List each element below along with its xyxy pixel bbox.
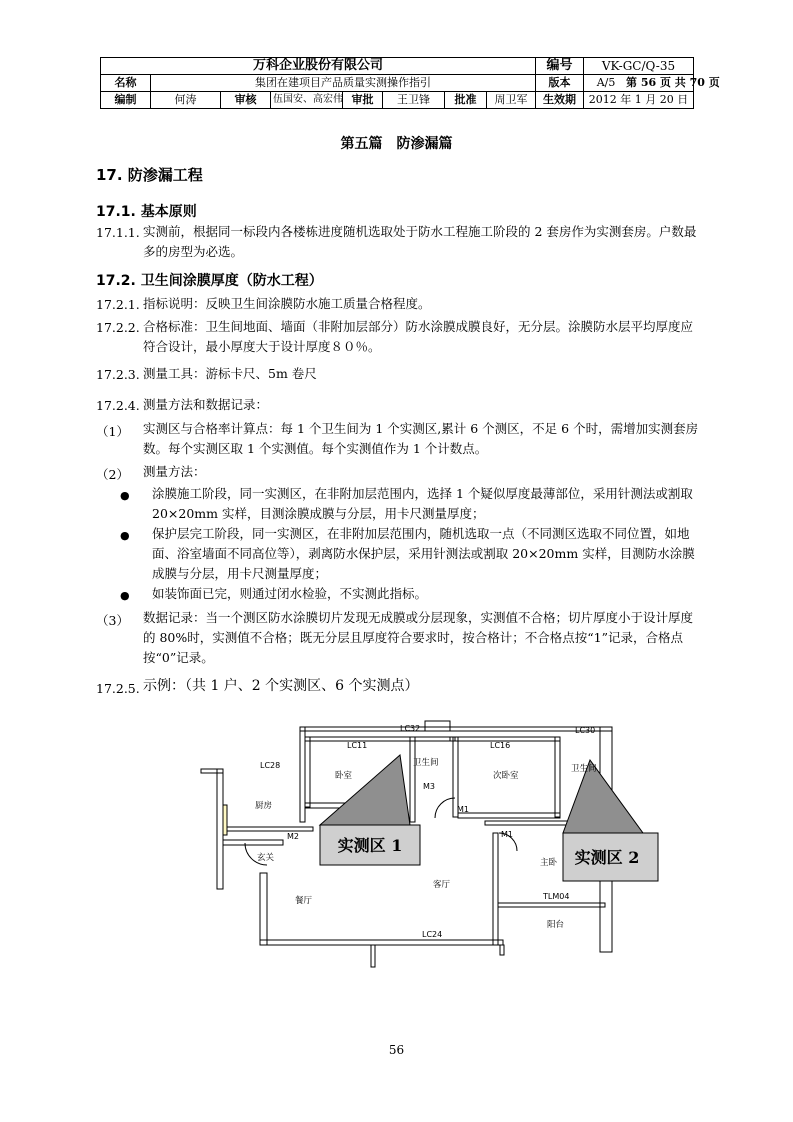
label-tlm04: TLM04 (543, 892, 570, 901)
room-second-bedroom: 次卧室 (493, 771, 519, 781)
bath-left-wall (410, 737, 415, 822)
bottom-stub (500, 945, 504, 955)
code-value: VK-GC/Q-35 (584, 58, 694, 75)
window-lc32 (425, 721, 450, 731)
kitchen-left-wall (217, 769, 223, 889)
approve-label: 批准 (445, 92, 487, 109)
left-upper-wall (300, 727, 305, 822)
clause-17-2-2-number: 17.2.2. (96, 320, 140, 335)
code-label: 编号 (536, 58, 584, 75)
label-m3: M3 (423, 782, 435, 791)
review-label: 审核 (221, 92, 271, 109)
label-lc24: LC24 (422, 930, 443, 939)
kitchen-bottom-wall (223, 840, 283, 845)
item-1-text: 实测区与合格率计算点：每 1 个卫生间为 1 个实测区,累计 6 个测区，不足 6 个时，需增加实测套房数。每个实测区取 1 个实测值。每个实测值作为 1 个计数点。 (143, 421, 699, 456)
section-17-1-heading: 17.1. 基本原则 (96, 204, 197, 220)
clause-17-2-1-text: 指标说明：反映卫生间涂膜防水施工质量合格程度。 (143, 296, 431, 311)
second-bedroom-bottom-wall (458, 813, 560, 818)
check-label: 审批 (343, 92, 383, 109)
room-bathroom-1: 卫生间 (413, 758, 439, 768)
label-lc30: LC30 (575, 726, 596, 735)
balcony-top-wall (498, 903, 605, 907)
editor-label: 编制 (101, 92, 151, 109)
label-lc11: LC11 (347, 741, 368, 750)
clause-17-2-3-number: 17.2.3. (96, 367, 140, 382)
bedroom-top-wall (305, 737, 455, 741)
clause-17-2-1-number: 17.2.1. (96, 297, 140, 312)
clause-17-1-1-number: 17.1.1. (96, 225, 140, 240)
room-kitchen: 厨房 (255, 801, 273, 811)
clause-17-1-1-text: 实测前，根据同一标段内各楼栋进度随机选取处于防水工程施工阶段的 2 套房作为实测套房。户数最多的房型为必选。 (143, 224, 697, 259)
zone-1-pointer (320, 755, 410, 825)
room-bedroom: 卧室 (335, 771, 353, 781)
floor-plan-diagram (195, 715, 640, 970)
dining-left-wall (260, 873, 267, 945)
effective-value: 2012 年 1 月 20 日 (584, 92, 694, 109)
item-2-number: （2） (96, 467, 129, 482)
clause-17-2-4-text: 测量方法和数据记录： (143, 397, 269, 412)
doc-header-table (100, 57, 720, 109)
label-lc28: LC28 (260, 761, 281, 770)
zone-2-label: 实测区 2 (574, 848, 640, 867)
version-and-page (584, 75, 720, 92)
top-wall (300, 727, 612, 731)
item-3-number: （3） (96, 613, 129, 628)
page-number: 56 (388, 1043, 405, 1057)
bedroom-left-wall (305, 737, 310, 807)
label-m1-a: M1 (457, 805, 469, 814)
bullet-1-icon: ● (120, 489, 130, 502)
page-info: 第 56 页 共 70 页 (626, 76, 720, 89)
door-m1a-arc (435, 798, 455, 818)
bottom-wall (260, 940, 503, 945)
bullet-3-icon: ● (120, 589, 130, 602)
name-label: 名称 (101, 75, 151, 92)
room-living: 客厅 (433, 880, 451, 890)
editor-value: 何涛 (151, 92, 221, 109)
review-value: 伍国安、高宏伟 (271, 92, 343, 109)
clause-17-2-5-number: 17.2.5. (96, 681, 140, 696)
bullet-2-text: 保护层完工阶段，同一实测区，在非附加层范围内，随机选取一点（不同测区选取不同位置，如地面、浴室墙面不同高位等），剥离防水保护层，采用针测法或割取 20×20mm 实样，目测防水涂膜成膜与分层，用卡尺测量厚度； (152, 526, 695, 581)
bath2-left-wall (555, 737, 560, 817)
section-17-heading: 17. 防渗漏工程 (96, 166, 203, 184)
room-entry: 玄关 (257, 853, 275, 863)
effective-label: 生效期 (536, 92, 584, 109)
bullet-3-text: 如装饰面已完，则通过闭水检验，不实测此指标。 (152, 586, 428, 601)
clause-17-2-2-text: 合格标准：卫生间地面、墙面（非附加层部分）防水涂膜成膜良好，无分层。涂膜防水层平均厚度应符合设计，最小厚度大于设计厚度８０％。 (143, 319, 694, 354)
section-17-2-heading: 17.2. 卫生间涂膜厚度（防水工程） (96, 273, 323, 289)
clause-17-2-4-number: 17.2.4. (96, 398, 140, 413)
item-3-text: 数据记录：当一个测区防水涂膜切片发现无成膜或分层现象，实测值不合格；切片厚度小于设计厚度的 80%时，实测值不合格；既无分层且厚度符合要求时，按合格计；不合格点按“1”记录，合格点按“0”记录。 (143, 610, 694, 665)
room-bathroom-2: 卫生间 (571, 764, 597, 774)
room-balcony: 阳台 (547, 920, 565, 930)
room-dining: 餐厅 (295, 896, 313, 906)
bullet-1-text: 涂膜施工阶段，同一实测区，在非附加层范围内，选择 1 个疑似厚度最薄部位，采用针测法或割取 20×20mm 实样，目测涂膜成膜与分层，用卡尺测量厚度； (152, 486, 693, 521)
version-label: 版本 (536, 75, 584, 92)
name-value: 集团在建项目产品质量实测操作指引 (151, 75, 536, 92)
zone-1-label: 实测区 1 (337, 836, 403, 855)
check-value: 王卫锋 (383, 92, 445, 109)
kitchen-top-wall (223, 827, 313, 831)
room-master-bedroom: 主卧 (540, 858, 558, 868)
kitchen-window (223, 805, 227, 835)
item-1-number: （1） (96, 424, 129, 439)
item-2-text: 测量方法： (143, 464, 206, 479)
master-left-wall (493, 833, 498, 945)
part-title: 第五篇 防渗漏篇 (340, 136, 453, 152)
clause-17-2-3-text: 测量工具：游标卡尺、5m 卷尺 (143, 366, 317, 381)
approve-value: 周卫军 (487, 92, 536, 109)
label-m2: M2 (287, 832, 299, 841)
bullet-2-icon: ● (120, 529, 130, 542)
bottom-post (371, 945, 375, 967)
lc28-wall (201, 769, 223, 773)
company-name: 万科企业股份有限公司 (101, 58, 536, 75)
label-lc16: LC16 (490, 741, 511, 750)
version-value: A/5 (596, 76, 616, 89)
label-m1-b: M1 (501, 830, 513, 839)
clause-17-2-5-text: 示例：（共 1 户、2 个实测区、6 个实测点） (143, 678, 419, 694)
label-lc32: LC32 (400, 724, 421, 733)
